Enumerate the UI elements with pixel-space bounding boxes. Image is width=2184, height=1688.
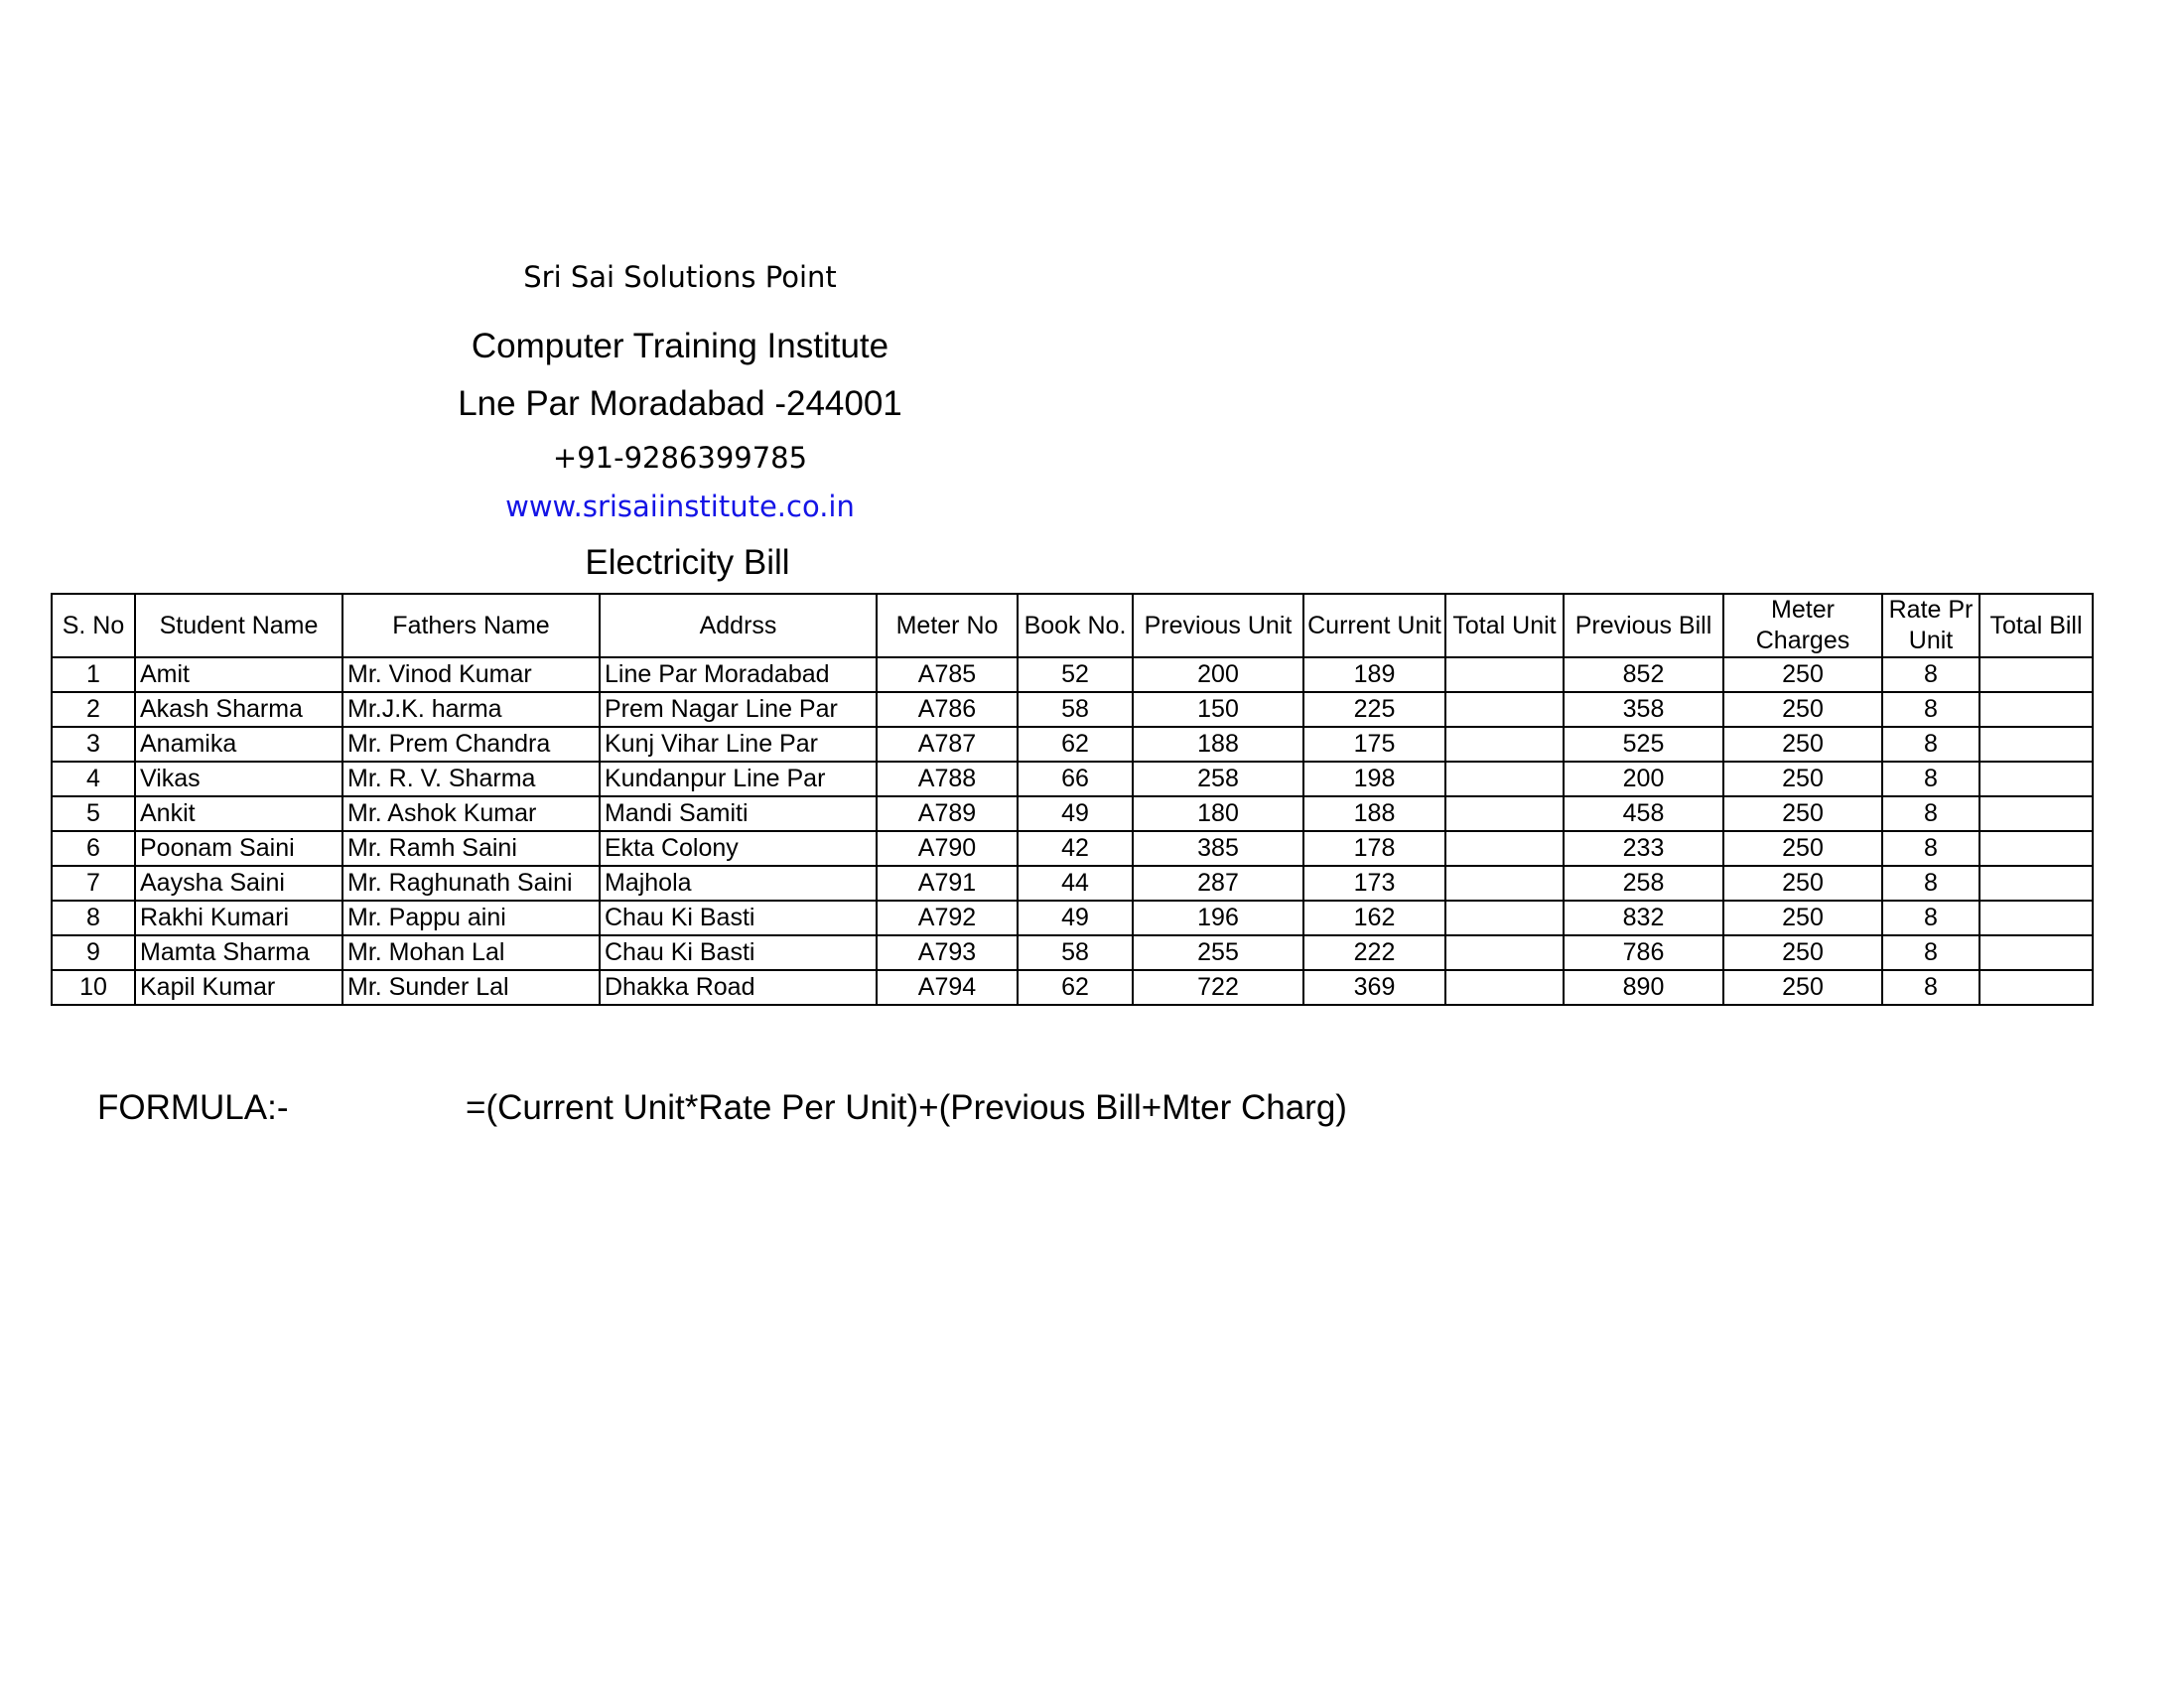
cell-book-no: 49 xyxy=(1018,796,1133,831)
cell-total-bill xyxy=(1979,657,2093,692)
cell-meter-no: A786 xyxy=(877,692,1018,727)
cell-current-unit: 189 xyxy=(1303,657,1445,692)
cell-s-no: 7 xyxy=(52,866,135,901)
cell-rate-per-unit: 8 xyxy=(1882,866,1979,901)
cell-current-unit: 162 xyxy=(1303,901,1445,935)
cell-meter-charges: 250 xyxy=(1723,866,1882,901)
cell-current-unit: 175 xyxy=(1303,727,1445,762)
cell-meter-charges: 250 xyxy=(1723,831,1882,866)
column-header-fathers-name: Fathers Name xyxy=(342,594,600,657)
cell-meter-no: A790 xyxy=(877,831,1018,866)
cell-rate-per-unit: 8 xyxy=(1882,901,1979,935)
table-row xyxy=(52,796,2093,831)
cell-address: Dhakka Road xyxy=(600,970,877,1005)
cell-book-no: 42 xyxy=(1018,831,1133,866)
cell-previous-unit: 255 xyxy=(1133,935,1303,970)
cell-current-unit: 173 xyxy=(1303,866,1445,901)
cell-fathers-name: Mr.J.K. harma xyxy=(342,692,600,727)
cell-book-no: 62 xyxy=(1018,727,1133,762)
cell-meter-charges: 250 xyxy=(1723,762,1882,796)
cell-student-name: Vikas xyxy=(135,762,342,796)
cell-rate-per-unit: 8 xyxy=(1882,970,1979,1005)
cell-total-unit xyxy=(1445,692,1564,727)
cell-previous-bill: 786 xyxy=(1564,935,1723,970)
column-header-previous-bill: Previous Bill xyxy=(1564,594,1723,657)
cell-total-unit xyxy=(1445,901,1564,935)
cell-previous-unit: 722 xyxy=(1133,970,1303,1005)
institute-name: Computer Training Institute xyxy=(471,327,889,365)
table-body xyxy=(52,657,2093,1005)
cell-student-name: Mamta Sharma xyxy=(135,935,342,970)
cell-previous-unit: 196 xyxy=(1133,901,1303,935)
cell-meter-no: A789 xyxy=(877,796,1018,831)
column-header-meter-no: Meter No xyxy=(877,594,1018,657)
cell-student-name: Amit xyxy=(135,657,342,692)
cell-address: Chau Ki Basti xyxy=(600,935,877,970)
electricity-bill-table xyxy=(51,593,2094,1006)
table-row xyxy=(52,935,2093,970)
column-header-previous-unit: Previous Unit xyxy=(1133,594,1303,657)
cell-total-unit xyxy=(1445,762,1564,796)
cell-fathers-name: Mr. R. V. Sharma xyxy=(342,762,600,796)
cell-address: Prem Nagar Line Par xyxy=(600,692,877,727)
cell-rate-per-unit: 8 xyxy=(1882,935,1979,970)
table-row xyxy=(52,970,2093,1005)
column-header-total-unit: Total Unit xyxy=(1445,594,1564,657)
cell-book-no: 58 xyxy=(1018,692,1133,727)
cell-previous-unit: 150 xyxy=(1133,692,1303,727)
cell-total-bill xyxy=(1979,796,2093,831)
cell-current-unit: 222 xyxy=(1303,935,1445,970)
column-header-address: Addrss xyxy=(600,594,877,657)
cell-address: Ekta Colony xyxy=(600,831,877,866)
cell-s-no: 8 xyxy=(52,901,135,935)
cell-s-no: 3 xyxy=(52,727,135,762)
cell-meter-no: A787 xyxy=(877,727,1018,762)
cell-current-unit: 225 xyxy=(1303,692,1445,727)
cell-book-no: 58 xyxy=(1018,935,1133,970)
cell-address: Majhola xyxy=(600,866,877,901)
cell-total-bill xyxy=(1979,970,2093,1005)
cell-rate-per-unit: 8 xyxy=(1882,692,1979,727)
cell-rate-per-unit: 8 xyxy=(1882,762,1979,796)
cell-current-unit: 178 xyxy=(1303,831,1445,866)
cell-previous-bill: 358 xyxy=(1564,692,1723,727)
cell-fathers-name: Mr. Prem Chandra xyxy=(342,727,600,762)
cell-s-no: 6 xyxy=(52,831,135,866)
cell-fathers-name: Mr. Pappu aini xyxy=(342,901,600,935)
cell-total-bill xyxy=(1979,866,2093,901)
cell-student-name: Kapil Kumar xyxy=(135,970,342,1005)
cell-meter-charges: 250 xyxy=(1723,796,1882,831)
table-row xyxy=(52,866,2093,901)
cell-previous-bill: 852 xyxy=(1564,657,1723,692)
cell-s-no: 10 xyxy=(52,970,135,1005)
cell-s-no: 1 xyxy=(52,657,135,692)
cell-total-bill xyxy=(1979,692,2093,727)
cell-previous-bill: 890 xyxy=(1564,970,1723,1005)
cell-meter-no: A788 xyxy=(877,762,1018,796)
cell-previous-unit: 287 xyxy=(1133,866,1303,901)
cell-s-no: 5 xyxy=(52,796,135,831)
cell-book-no: 66 xyxy=(1018,762,1133,796)
cell-previous-unit: 180 xyxy=(1133,796,1303,831)
cell-address: Kundanpur Line Par xyxy=(600,762,877,796)
column-header-student-name: Student Name xyxy=(135,594,342,657)
cell-fathers-name: Mr. Sunder Lal xyxy=(342,970,600,1005)
cell-student-name: Ankit xyxy=(135,796,342,831)
cell-student-name: Akash Sharma xyxy=(135,692,342,727)
cell-s-no: 2 xyxy=(52,692,135,727)
cell-total-unit xyxy=(1445,970,1564,1005)
website-link[interactable]: www.srisaiinstitute.co.in xyxy=(505,490,855,523)
cell-meter-charges: 250 xyxy=(1723,970,1882,1005)
cell-total-unit xyxy=(1445,657,1564,692)
table-row xyxy=(52,831,2093,866)
cell-book-no: 49 xyxy=(1018,901,1133,935)
cell-student-name: Rakhi Kumari xyxy=(135,901,342,935)
cell-current-unit: 369 xyxy=(1303,970,1445,1005)
cell-address: Mandi Samiti xyxy=(600,796,877,831)
cell-student-name: Anamika xyxy=(135,727,342,762)
cell-previous-bill: 832 xyxy=(1564,901,1723,935)
formula-label: FORMULA:- xyxy=(97,1088,289,1127)
formula-expression: =(Current Unit*Rate Per Unit)+(Previous Bill+Mter Charg) xyxy=(466,1088,1347,1127)
document-title: Electricity Bill xyxy=(585,543,790,582)
cell-fathers-name: Mr. Vinod Kumar xyxy=(342,657,600,692)
cell-current-unit: 198 xyxy=(1303,762,1445,796)
cell-total-unit xyxy=(1445,796,1564,831)
table-row xyxy=(52,657,2093,692)
cell-previous-bill: 458 xyxy=(1564,796,1723,831)
cell-meter-no: A785 xyxy=(877,657,1018,692)
cell-previous-unit: 385 xyxy=(1133,831,1303,866)
column-header-rate-per-unit: Rate Pr Unit xyxy=(1882,594,1979,657)
cell-previous-unit: 200 xyxy=(1133,657,1303,692)
phone-number: +91-9286399785 xyxy=(552,441,808,475)
cell-previous-bill: 525 xyxy=(1564,727,1723,762)
cell-total-bill xyxy=(1979,831,2093,866)
cell-previous-bill: 200 xyxy=(1564,762,1723,796)
cell-s-no: 9 xyxy=(52,935,135,970)
cell-student-name: Poonam Saini xyxy=(135,831,342,866)
cell-meter-no: A794 xyxy=(877,970,1018,1005)
table-header xyxy=(52,594,2093,657)
cell-book-no: 44 xyxy=(1018,866,1133,901)
column-header-current-unit: Current Unit xyxy=(1303,594,1445,657)
cell-meter-no: A791 xyxy=(877,866,1018,901)
cell-s-no: 4 xyxy=(52,762,135,796)
cell-previous-bill: 233 xyxy=(1564,831,1723,866)
cell-address: Line Par Moradabad xyxy=(600,657,877,692)
header-row xyxy=(52,594,2093,657)
cell-meter-charges: 250 xyxy=(1723,935,1882,970)
cell-student-name: Aaysha Saini xyxy=(135,866,342,901)
cell-meter-charges: 250 xyxy=(1723,901,1882,935)
column-header-s-no: S. No xyxy=(52,594,135,657)
cell-rate-per-unit: 8 xyxy=(1882,831,1979,866)
cell-rate-per-unit: 8 xyxy=(1882,796,1979,831)
cell-rate-per-unit: 8 xyxy=(1882,727,1979,762)
table-row xyxy=(52,692,2093,727)
cell-address: Kunj Vihar Line Par xyxy=(600,727,877,762)
table-row xyxy=(52,762,2093,796)
cell-total-bill xyxy=(1979,762,2093,796)
cell-total-bill xyxy=(1979,727,2093,762)
cell-fathers-name: Mr. Ashok Kumar xyxy=(342,796,600,831)
cell-total-bill xyxy=(1979,935,2093,970)
cell-meter-charges: 250 xyxy=(1723,657,1882,692)
cell-total-bill xyxy=(1979,901,2093,935)
cell-address: Chau Ki Basti xyxy=(600,901,877,935)
cell-total-unit xyxy=(1445,866,1564,901)
cell-rate-per-unit: 8 xyxy=(1882,657,1979,692)
column-header-total-bill: Total Bill xyxy=(1979,594,2093,657)
cell-meter-charges: 250 xyxy=(1723,692,1882,727)
institute-address: Lne Par Moradabad -244001 xyxy=(458,384,902,423)
table-row xyxy=(52,901,2093,935)
cell-meter-no: A793 xyxy=(877,935,1018,970)
cell-meter-no: A792 xyxy=(877,901,1018,935)
cell-meter-charges: 250 xyxy=(1723,727,1882,762)
cell-previous-unit: 258 xyxy=(1133,762,1303,796)
table-row xyxy=(52,727,2093,762)
cell-previous-unit: 188 xyxy=(1133,727,1303,762)
cell-total-unit xyxy=(1445,831,1564,866)
cell-book-no: 62 xyxy=(1018,970,1133,1005)
cell-total-unit xyxy=(1445,727,1564,762)
cell-previous-bill: 258 xyxy=(1564,866,1723,901)
cell-fathers-name: Mr. Raghunath Saini xyxy=(342,866,600,901)
cell-current-unit: 188 xyxy=(1303,796,1445,831)
column-header-meter-charges: Meter Charges xyxy=(1723,594,1882,657)
cell-book-no: 52 xyxy=(1018,657,1133,692)
column-header-book-no: Book No. xyxy=(1018,594,1133,657)
cell-fathers-name: Mr. Ramh Saini xyxy=(342,831,600,866)
organization-name: Sri Sai Solutions Point xyxy=(523,260,837,294)
cell-total-unit xyxy=(1445,935,1564,970)
cell-fathers-name: Mr. Mohan Lal xyxy=(342,935,600,970)
